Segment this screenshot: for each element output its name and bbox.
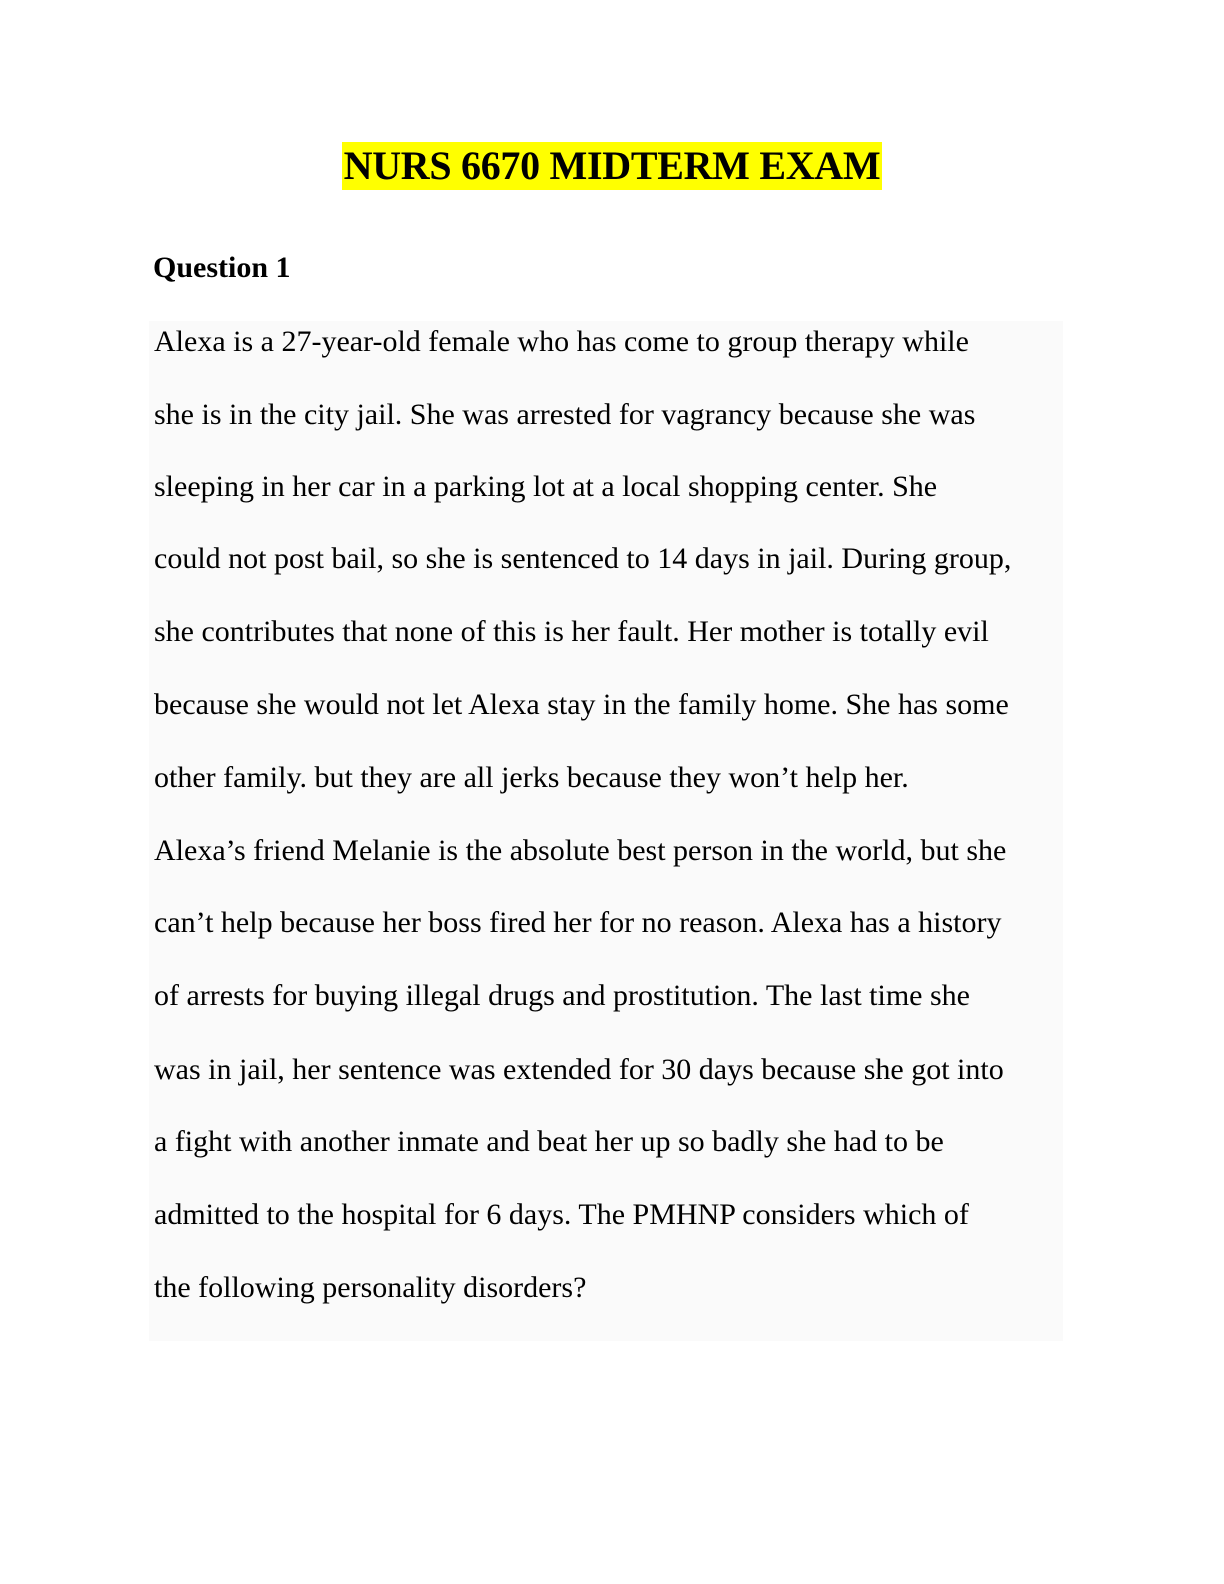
question-text-line: sleeping in her car in a parking lot at a local shopping center. She <box>154 470 938 503</box>
question-text-line: can’t help because her boss fired her for no reason. Alexa has a history <box>154 906 1002 939</box>
question-text-line: Alexa’s friend Melanie is the absolute best person in the world, but she <box>154 834 1007 867</box>
question-text-line: Alexa is a 27-year-old female who has come to group therapy while <box>154 325 969 358</box>
question-text-line: admitted to the hospital for 6 days. The PMHNP considers which of <box>154 1198 969 1231</box>
question-text-line: other family. but they are all jerks because they won’t help her. <box>154 761 909 794</box>
page-title-container <box>0 142 1224 190</box>
page-title: NURS 6670 MIDTERM EXAM <box>343 143 881 188</box>
question-text-line: could not post bail, so she is sentenced to 14 days in jail. During group, <box>154 542 1012 575</box>
question-text-line: of arrests for buying illegal drugs and prostitution. The last time she <box>154 979 970 1012</box>
question-text-line: a fight with another inmate and beat her up so badly she had to be <box>154 1125 944 1158</box>
question-text-line: she is in the city jail. She was arrested for vagrancy because she was <box>154 398 976 431</box>
question-text-line: she contributes that none of this is her fault. Her mother is totally evil <box>154 615 989 648</box>
question-text-line: the following personality disorders? <box>154 1271 587 1304</box>
question-text-line: was in jail, her sentence was extended for 30 days because she got into <box>154 1053 1004 1086</box>
question-text-line: because she would not let Alexa stay in the family home. She has some <box>154 688 1009 721</box>
question-heading: Question 1 <box>153 251 291 284</box>
